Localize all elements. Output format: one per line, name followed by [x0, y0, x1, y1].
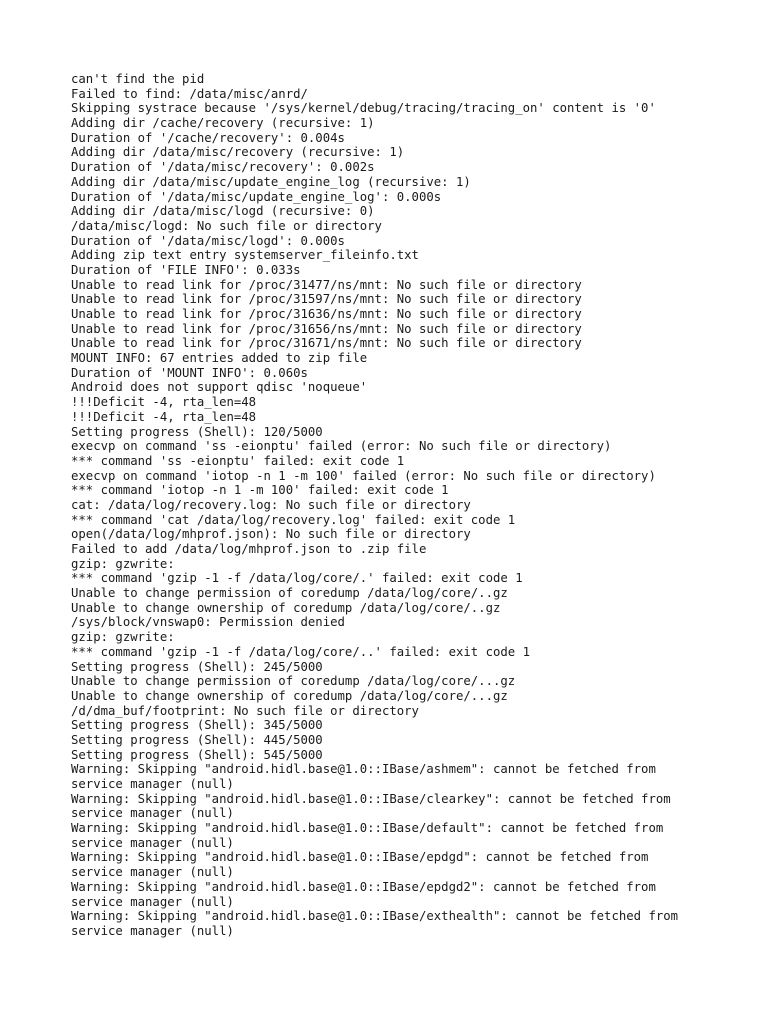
log-line: service manager (null): [71, 923, 234, 938]
log-line: Unable to read link for /proc/31477/ns/mnt: No such file or directory: [71, 277, 582, 292]
log-line: Unable to change permission of coredump /data/log/core/..gz: [71, 586, 508, 601]
log-line: service manager (null): [71, 777, 234, 791]
log-line: service manager (null): [71, 835, 234, 850]
log-line: Unable to change permission of coredump /data/log/core/...gz: [71, 674, 516, 689]
log-line: !!!Deficit -4, rta_len=48: [71, 409, 257, 424]
log-line: Setting progress (Shell): 345/5000: [71, 718, 323, 733]
log-line: Unable to read link for /proc/31597/ns/mnt: No such file or directory: [71, 292, 582, 307]
log-line: service manager (null): [71, 894, 234, 909]
log-line: execvp on command 'ss -eionptu' failed (error: No such file or directory): [71, 439, 612, 454]
log-line: *** command 'ss -eionptu' failed: exit code 1: [71, 453, 405, 468]
log-line: Duration of '/data/misc/logd': 0.000s: [71, 233, 345, 248]
log-line: /sys/block/vnswap0: Permission denied: [71, 615, 345, 630]
log-line: /d/dma_buf/footprint: No such file or directory: [71, 703, 419, 718]
log-line: Unable to read link for /proc/31671/ns/mnt: No such file or directory: [71, 336, 582, 351]
log-line: /data/misc/logd: No such file or directory: [71, 218, 382, 233]
log-line: Warning: Skipping "android.hidl.base@1.0::IBase/ashmem": cannot be fetched from: [71, 762, 656, 777]
log-line: Unable to change ownership of coredump /data/log/core/...gz: [71, 688, 508, 703]
log-line: Skipping systrace because '/sys/kernel/debug/tracing/tracing_on' content is '0': [71, 101, 656, 116]
log-line: Setting progress (Shell): 120/5000: [71, 424, 323, 439]
log-line: Duration of '/cache/recovery': 0.004s: [71, 130, 345, 145]
log-line: Setting progress (Shell): 545/5000: [71, 747, 323, 762]
log-line: Warning: Skipping "android.hidl.base@1.0::IBase/default": cannot be fetched from: [71, 821, 664, 836]
log-line: cat: /data/log/recovery.log: No such file or directory: [71, 497, 471, 512]
log-line: *** command 'cat /data/log/recovery.log' failed: exit code 1: [71, 512, 516, 527]
log-line: Duration of 'MOUNT INFO': 0.060s: [71, 365, 308, 380]
log-line: Duration of 'FILE INFO': 0.033s: [71, 262, 301, 277]
log-line: execvp on command 'iotop -n 1 -m 100' failed (error: No such file or directory): [71, 468, 656, 483]
log-line: can't find the pid: [71, 72, 205, 86]
log-line: Duration of '/data/misc/recovery': 0.002s: [71, 160, 375, 175]
log-line: Unable to read link for /proc/31636/ns/mnt: No such file or directory: [71, 307, 582, 321]
log-line: Unable to read link for /proc/31656/ns/mnt: No such file or directory: [71, 321, 582, 336]
log-line: Adding dir /cache/recovery (recursive: 1): [71, 116, 375, 131]
log-line: Warning: Skipping "android.hidl.base@1.0::IBase/epdgd": cannot be fetched from: [71, 850, 649, 865]
log-line: Warning: Skipping "android.hidl.base@1.0::IBase/clearkey": cannot be fetched from: [71, 791, 671, 806]
log-line: service manager (null): [71, 806, 234, 821]
log-line: open(/data/log/mhprof.json): No such file or directory: [71, 527, 471, 542]
log-line: Failed to add /data/log/mhprof.json to .zip file: [71, 542, 427, 556]
log-line: *** command 'iotop -n 1 -m 100' failed: exit code 1: [71, 483, 449, 498]
log-line: Warning: Skipping "android.hidl.base@1.0::IBase/exthealth": cannot be fetched from: [71, 909, 679, 924]
log-line: Duration of '/data/misc/update_engine_log': 0.000s: [71, 189, 442, 204]
log-line: Adding dir /data/misc/logd (recursive: 0): [71, 204, 375, 219]
log-line: *** command 'gzip -1 -f /data/log/core/.' failed: exit code 1: [71, 571, 523, 586]
log-line: Adding dir /data/misc/update_engine_log (recursive: 1): [71, 174, 471, 189]
log-line: Setting progress (Shell): 445/5000: [71, 732, 323, 747]
log-line: Android does not support qdisc 'noqueue': [71, 380, 368, 395]
log-line: gzip: gzwrite:: [71, 556, 175, 571]
log-line: Warning: Skipping "android.hidl.base@1.0::IBase/epdgd2": cannot be fetched from: [71, 879, 656, 894]
log-line: MOUNT INFO: 67 entries added to zip file: [71, 351, 368, 366]
log-line: *** command 'gzip -1 -f /data/log/core/..' failed: exit code 1: [71, 644, 531, 659]
log-line: Adding dir /data/misc/recovery (recursive: 1): [71, 145, 405, 160]
log-output: [71, 72, 751, 939]
log-line: Unable to change ownership of coredump /data/log/core/..gz: [71, 600, 501, 615]
log-line: !!!Deficit -4, rta_len=48: [71, 395, 257, 410]
log-line: Setting progress (Shell): 245/5000: [71, 659, 323, 674]
log-line: service manager (null): [71, 865, 234, 880]
log-line: Failed to find: /data/misc/anrd/: [71, 86, 308, 101]
log-line: Adding zip text entry systemserver_fileinfo.txt: [71, 248, 419, 263]
log-line: gzip: gzwrite:: [71, 630, 175, 645]
